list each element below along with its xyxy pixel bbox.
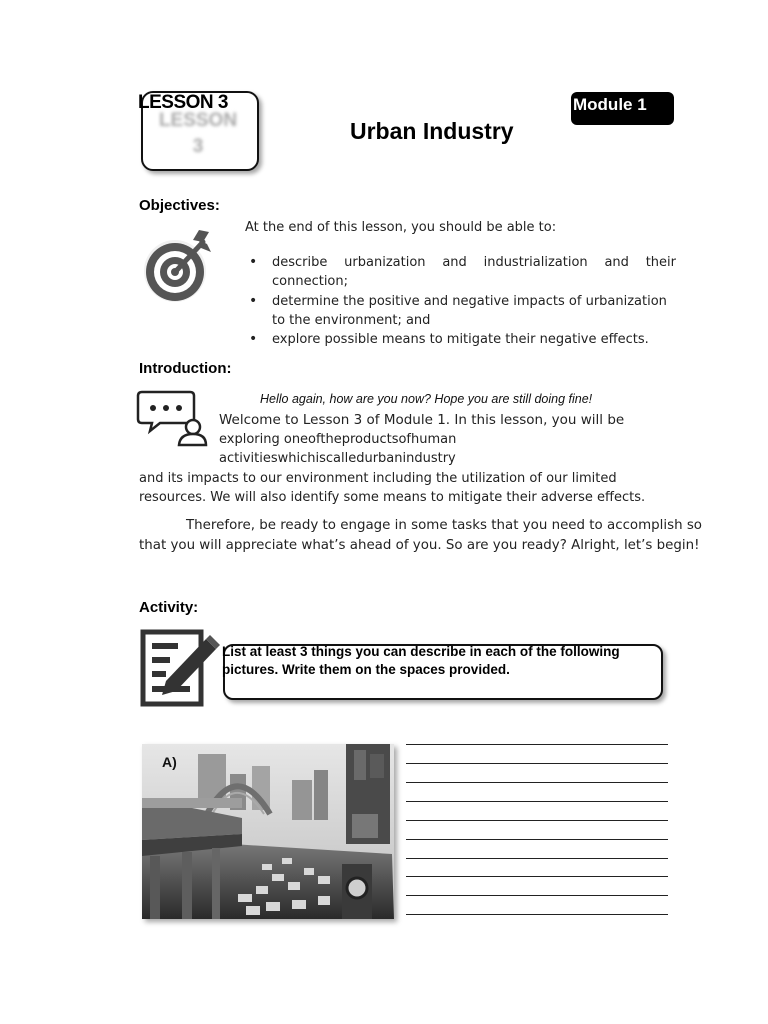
target-icon <box>141 222 211 304</box>
intro-line: and its impacts to our environment including the utilization of our limited <box>139 471 617 486</box>
answer-line[interactable] <box>406 782 668 783</box>
answer-line[interactable] <box>406 744 668 745</box>
answer-line[interactable] <box>406 763 668 764</box>
intro-paragraph-line: Therefore, be ready to engage in some tasks that you need to accomplish so <box>186 518 702 533</box>
objectives-heading: Objectives: <box>139 197 220 214</box>
answer-line[interactable] <box>406 876 668 877</box>
answer-line[interactable] <box>406 801 668 802</box>
answer-line[interactable] <box>406 839 668 840</box>
chat-person-icon <box>136 389 208 447</box>
lesson-ghost-text: LESSON 3 <box>158 110 238 157</box>
answer-line[interactable] <box>406 858 668 859</box>
intro-line: resources. We will also identify some means to mitigate their adverse effects. <box>139 490 646 505</box>
activity-heading: Activity: <box>139 599 199 616</box>
answer-line[interactable] <box>406 820 668 821</box>
intro-greeting: Hello again, how are you now? Hope you are still doing fine! <box>260 392 593 406</box>
answer-line[interactable] <box>406 914 668 915</box>
objective-item: • describe urbanization and industrialization and their connection; <box>246 253 676 291</box>
document-pen-icon <box>140 629 220 707</box>
intro-line: Welcome to Lesson 3 of Module 1. In this lesson, you will be <box>219 412 625 428</box>
objectives-intro: At the end of this lesson, you should be able to: <box>245 220 557 235</box>
intro-line: exploring oneoftheproductsofhuman <box>219 432 457 447</box>
answer-line[interactable] <box>406 895 668 896</box>
module-badge: Module 1 <box>571 92 674 125</box>
objective-item: • explore possible means to mitigate their negative effects. <box>246 330 676 349</box>
objective-item: • determine the positive and negative impacts of urbanization to the environment; and <box>246 292 676 330</box>
introduction-heading: Introduction: <box>139 360 232 377</box>
intro-line: activitieswhichiscalledurbanindustry <box>219 451 456 466</box>
page-title: Urban Industry <box>350 118 514 144</box>
lesson-label: LESSON 3 <box>138 92 228 113</box>
urban-traffic-photo <box>142 744 394 919</box>
activity-instruction: List at least 3 things you can describe in each of the following pictures. Write them on the spaces provided. <box>222 644 620 677</box>
objectives-list <box>246 253 676 349</box>
intro-paragraph-line: that you will appreciate what’s ahead of you. So are you ready? Alright, let’s begin! <box>139 538 700 553</box>
picture-label: A) <box>162 754 177 770</box>
